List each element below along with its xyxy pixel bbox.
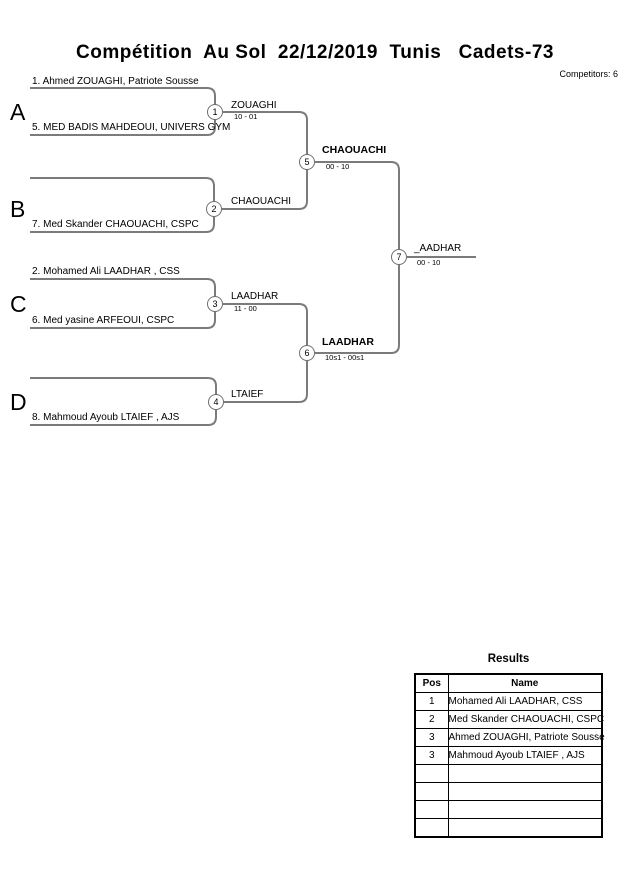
match-node-3 <box>207 296 223 312</box>
match-node-5 <box>299 154 315 170</box>
match-number-5: 5 <box>304 156 310 167</box>
match-number-4: 4 <box>213 396 219 407</box>
result-pos: 3 <box>415 747 448 765</box>
match-5-score: 00 - 10 <box>326 162 350 171</box>
competitor-d-bottom: 8. Mahmoud Ayoub LTAIEF , AJS <box>32 412 180 423</box>
match-1-winner: ZOUAGHI <box>231 100 277 111</box>
match-number-6: 6 <box>304 347 310 358</box>
semifinal-top-connector <box>222 112 310 209</box>
match-number-1: 1 <box>212 106 218 117</box>
match-number-3: 3 <box>212 298 218 309</box>
match-number-2: 2 <box>211 203 217 214</box>
competitor-c-bottom: 6. Med yasine ARFEOUI, CSPC <box>32 315 175 326</box>
result-pos: 3 <box>415 729 448 747</box>
results-header-row <box>415 674 602 693</box>
section-letter-d: D <box>10 389 27 415</box>
results-empty-row <box>415 819 602 838</box>
competitor-b-bottom: 7. Med Skander CHAOUACHI, CSPC <box>32 219 199 230</box>
result-pos: 2 <box>415 711 448 729</box>
page-title: Compétition Au Sol 22/12/2019 Tunis Cadets-73 <box>76 42 554 63</box>
result-pos: 1 <box>415 693 448 711</box>
match-2-winner: CHAOUACHI <box>231 196 292 207</box>
section-letter-a: A <box>10 99 26 125</box>
match-3-score: 11 - 00 <box>234 304 257 313</box>
match-5-winner: CHAOUACHI <box>322 144 387 156</box>
results-header-pos: Pos <box>415 674 448 693</box>
competitor-c-top: 2. Mohamed Ali LAADHAR , CSS <box>32 266 180 277</box>
match-1-score: 10 - 01 <box>234 112 258 121</box>
results-row <box>415 747 602 765</box>
match-3-winner: LAADHAR <box>231 291 279 302</box>
match-6-winner: LAADHAR <box>322 336 374 348</box>
results-row <box>415 729 602 747</box>
results-title: Results <box>487 653 530 665</box>
result-name: Mohamed Ali LAADHAR, CSS <box>448 693 602 711</box>
match-node-4 <box>208 394 224 410</box>
section-letter-c: C <box>10 291 27 317</box>
competitor-a-bottom: 5. MED BADIS MAHDEOUI, UNIVERS GYM <box>32 122 231 133</box>
match-node-1 <box>207 104 223 120</box>
match-node-2 <box>206 201 222 217</box>
results-empty-row <box>415 765 602 783</box>
final-connector <box>315 162 402 353</box>
match-number-7: 7 <box>396 251 402 262</box>
match-node-6 <box>299 345 315 361</box>
section-letter-b: B <box>10 196 26 222</box>
result-name: Mahmoud Ayoub LTAIEF , AJS <box>448 747 602 765</box>
competitors-count: Competitors: 6 <box>559 69 618 79</box>
match-7-winner: _AADHAR <box>414 243 462 254</box>
results-header-name: Name <box>448 674 602 693</box>
results-table <box>414 673 603 838</box>
result-name: Med Skander CHAOUACHI, CSPC <box>448 711 602 729</box>
results-empty-row <box>415 783 602 801</box>
match-7-score: 00 - 10 <box>417 258 441 267</box>
results-row <box>415 711 602 729</box>
match-node-7 <box>391 249 407 265</box>
results-row <box>415 693 602 711</box>
match-6-score: 10s1 - 00s1 <box>325 353 365 362</box>
semifinal-bottom-connector <box>223 304 310 402</box>
results-empty-row <box>415 801 602 819</box>
competitor-a-top: 1. Ahmed ZOUAGHI, Patriote Sousse <box>32 76 199 87</box>
match-4-winner: LTAIEF <box>231 389 264 400</box>
result-name: Ahmed ZOUAGHI, Patriote Sousse <box>448 729 602 747</box>
